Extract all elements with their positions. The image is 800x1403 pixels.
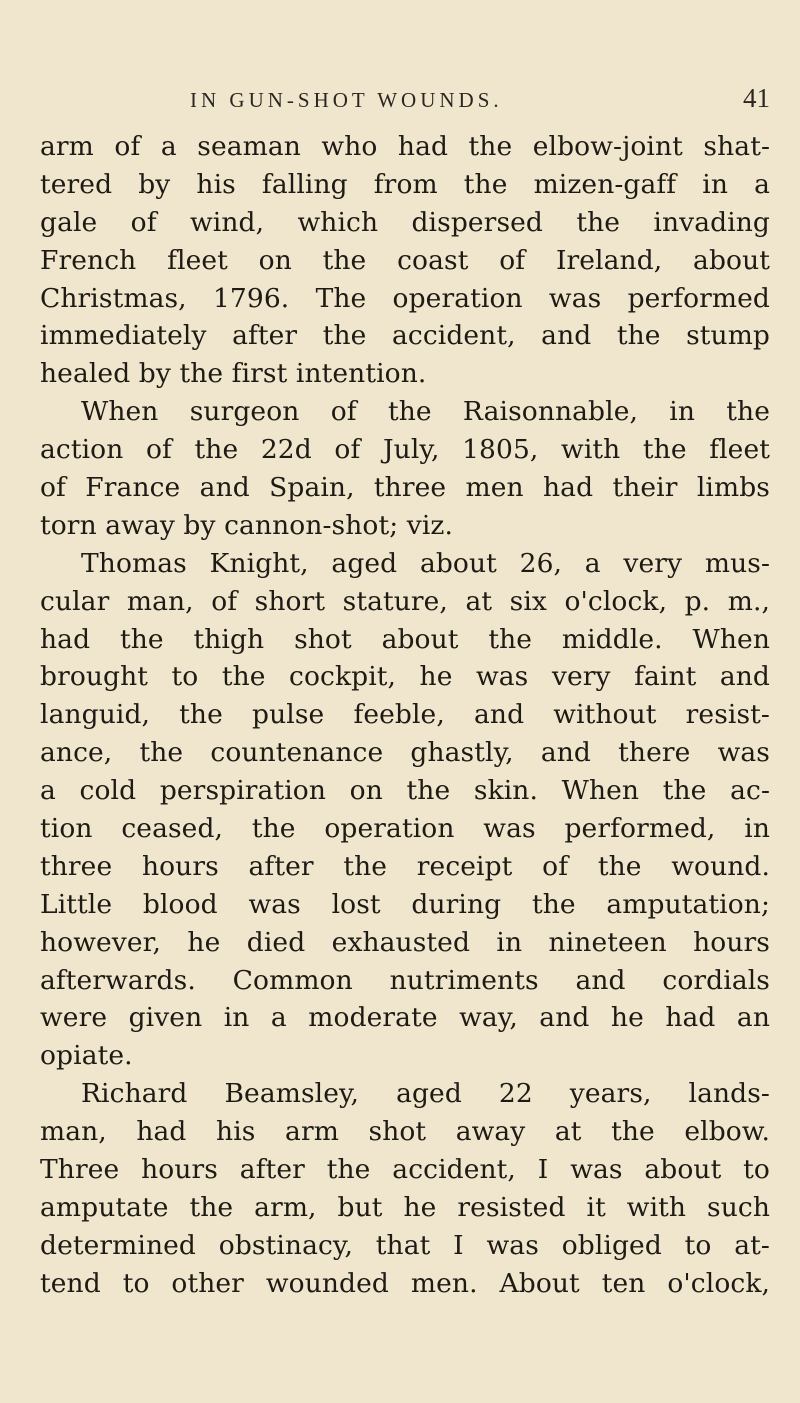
text-line: Thomas Knight, aged about 26, a very mus- — [81, 547, 770, 579]
text-line: tion ceased, the operation was performed, in — [40, 813, 770, 845]
text-line: arm of a seaman who had the elbow-joint shat- — [40, 131, 770, 162]
text-line: opiate. — [40, 1040, 133, 1072]
text-line: action of the 22d of July, 1805, with the fleet — [40, 434, 770, 466]
text-line: however, he died exhausted in nineteen hours — [40, 926, 770, 958]
text-line: gale of wind, which dispersed the invading — [40, 206, 770, 238]
text-line: of France and Spain, three men had their limbs — [40, 472, 770, 504]
text-line: man, had his arm shot away at the elbow. — [40, 1116, 770, 1148]
text-line: cular man, of short stature, at six o'clock, p. m., — [40, 585, 770, 617]
text-line: ance, the countenance ghastly, and there was — [40, 737, 770, 769]
text-line: languid, the pulse feeble, and without resist- — [40, 699, 770, 731]
text-line: torn away by cannon-shot; viz. — [40, 509, 453, 541]
text-line: had the thigh shot about the middle. When — [40, 623, 770, 655]
text-line: tered by his falling from the mizen-gaff in a — [40, 168, 770, 200]
text-line: When surgeon of the Raisonnable, in the — [81, 396, 770, 428]
text-line: tend to other wounded men. About ten o'clock, — [40, 1267, 770, 1299]
page-header — [0, 78, 800, 118]
text-line: a cold perspiration on the skin. When the ac- — [40, 775, 770, 807]
text-line: were given in a moderate way, and he had an — [40, 1002, 770, 1034]
page-number: 41 — [743, 83, 770, 113]
text-line: brought to the cockpit, he was very faint and — [40, 661, 770, 693]
text-line: immediately after the accident, and the stump — [40, 320, 770, 352]
running-title: IN GUN-SHOT WOUNDS. — [190, 88, 503, 112]
text-line: Three hours after the accident, I was about to — [40, 1154, 770, 1186]
body-text — [40, 128, 770, 1303]
text-line: afterwards. Common nutriments and cordials — [40, 964, 770, 996]
text-line: French fleet on the coast of Ireland, about — [40, 244, 770, 276]
text-line: determined obstinacy, that I was obliged to at- — [40, 1229, 770, 1261]
text-line: healed by the first intention. — [40, 358, 427, 390]
text-line: Richard Beamsley, aged 22 years, lands- — [81, 1078, 770, 1110]
text-line: Little blood was lost during the amputation; — [40, 888, 770, 920]
text-line: Christmas, 1796. The operation was performed — [40, 282, 770, 314]
text-line: amputate the arm, but he resisted it with such — [40, 1191, 770, 1223]
text-line: three hours after the receipt of the wound. — [40, 850, 770, 882]
